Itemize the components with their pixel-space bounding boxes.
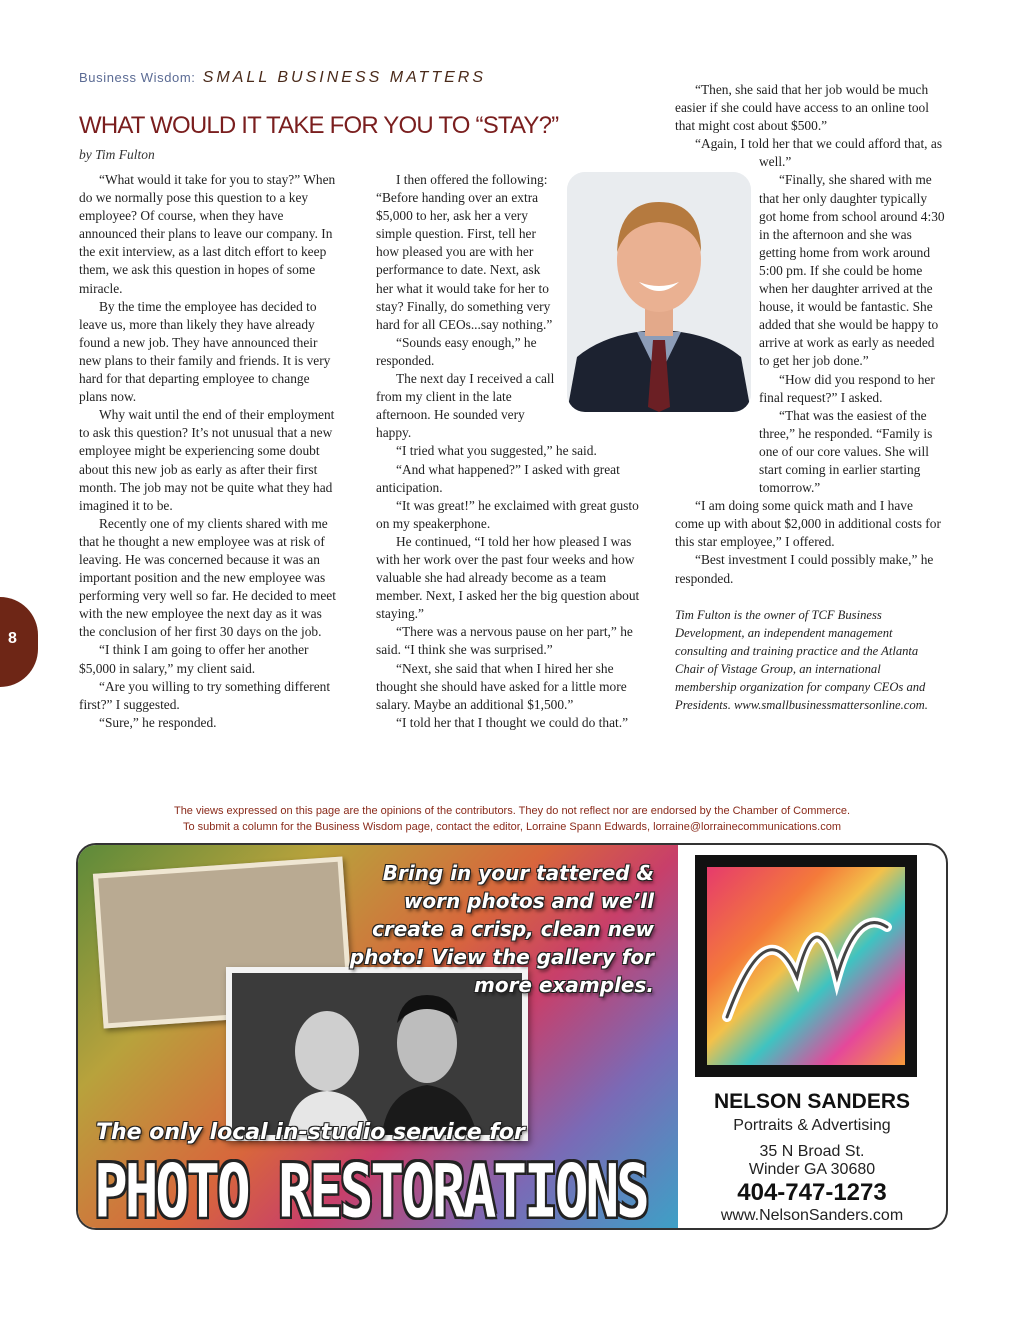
paragraph: “I told her that I thought we could do that.” (396, 714, 629, 730)
disclaimer (79, 803, 945, 835)
section-kicker (79, 69, 486, 87)
ad-service-line: The only local in-studio service for (96, 1120, 525, 1145)
paragraph: “I think I am going to offer her another $5,000 in salary,” my client said. (79, 642, 309, 676)
paragraph: “I tried what you suggested,” he said. (396, 443, 597, 459)
address-line-1: 35 N Broad St. (759, 1143, 865, 1160)
paragraph: “Best investment I could possibly make,” he responded. (675, 552, 934, 586)
paragraph: I then offered the following: “Before handing over an extra $5,000 to her, ask her a very simple question. First, tell her how pleased you are with her performance to date. Next, ask her what it would take for her to stay? Finally, do something very hard for all CEOs...say nothing.” (376, 172, 553, 332)
paragraph: “Next, she said that when I hired her she thought she should have asked for a little more salary. Maybe an additional $1,500.” (376, 660, 627, 712)
kicker-label: Business Wisdom: (79, 70, 196, 85)
paragraph: “How did you respond to her final request?” I asked. (759, 371, 935, 405)
paragraph: “I am doing some quick math and I have come up with about $2,000 in additional costs for this star employee,” I offered. (675, 498, 941, 550)
paragraph: By the time the employee has decided to leave us, more than likely they have already found a new job. They have announced their new plans to their family and friends. It is very hard for that departing employee to change plans now. (79, 298, 331, 405)
paragraph: “Finally, she shared with me that her only daughter typically got home from school around 4:30 in the afternoon and she was getting home from work around 5:00 pm. If she could be home when her daughter arrived at the house, it would be fantastic. She added that she would be happy to arrive at work as early as needed to get her job done.” (759, 172, 945, 369)
ad-contact-panel (678, 845, 946, 1228)
article-headline: WHAT WOULD IT TAKE FOR YOU TO “STAY?” (79, 112, 559, 139)
article-column-1 (79, 171, 341, 732)
paragraph: “And what happened?” I asked with great anticipation. (376, 461, 620, 495)
paragraph: “That was the easiest of the three,” he responded. “Family is one of our core values. She will start coming in earlier starting tomorrow.” (759, 407, 933, 496)
address-line-2: Winder GA 30680 (748, 1161, 876, 1178)
ad-image-panel (78, 845, 678, 1228)
disclaimer-line-2: To submit a column for the Business Wisdom page, contact the editor, Lorraine Spann Edwards, lorraine@lorrainecommunications.com (182, 821, 842, 833)
business-name: NELSON SANDERS (713, 1090, 911, 1113)
paragraph: The next day I received a call from my client in the late afternoon. He sounded very happy. (376, 371, 555, 441)
kicker-subtitle: SMALL BUSINESS MATTERS (202, 69, 486, 86)
paragraph: Recently one of my clients shared with me that he thought a new employee was at risk of leaving. He was concerned because it was an important position and the new employee was performing very well so far. He decided to meet with the new employee the next day as it was the conclusion of her first 30 days on the job. (79, 515, 336, 640)
page-number: 8 (8, 630, 17, 647)
paragraph: “There was a nervous pause on her part,” he said. “I think she was surprised.” (376, 624, 633, 658)
byline: by Tim Fulton (79, 147, 155, 162)
business-tagline: Portraits & Advertising (733, 1117, 891, 1134)
paragraph: “Are you willing to try something different first?” I suggested. (79, 678, 331, 712)
website-link[interactable]: www.NelsonSanders.com (720, 1207, 904, 1224)
page-number-tab (0, 597, 38, 687)
advertisement (76, 843, 948, 1230)
ad-big-text: PHOTO RESTORATIONS (94, 1150, 647, 1230)
paragraph: He continued, “I told her how pleased I was with her work over the past four weeks and how valuable she had already become as a team member. Next, I asked her the big question about staying.” (376, 533, 640, 622)
paragraph: “What would it take for you to stay?” When do we normally pose this question to a key employee? Of course, when they have announced their plans to leave our company. In the exit interview, as a last ditch effort to keep them, we ask this question in hopes of some miracle. (79, 172, 336, 296)
disclaimer-line-1: The views expressed on this page are the opinions of the contributors. They do not reflect nor are endorsed by the Chamber of Commerce. (173, 805, 851, 817)
paragraph: Why wait until the end of their employment to ask this question? It’s not unusual that a new employee might be experiencing some doubt about this new job as early as after their first month. The job may not be quite what they had imagined it to be. (79, 407, 335, 513)
paragraph: “Sure,” he responded. (99, 714, 217, 730)
author-bio: Tim Fulton is the owner of TCF Business Development, an independent management consulting and training practice and the Atlanta Chair of Vistage Group, an international membership organization for company CEOs and Presidents. www.smallbusinessmattersonline.com. (675, 607, 928, 713)
paragraph: “Again, I told her that we could afford that, as well.” (695, 136, 943, 170)
paragraph: “Sounds easy enough,” he responded. (376, 334, 537, 368)
phone-number: 404-747-1273 (737, 1179, 887, 1206)
author-photo (567, 172, 751, 412)
paragraph: “It was great!” he exclaimed with great gusto on my speakerphone. (376, 497, 639, 531)
paragraph: “Then, she said that her job would be much easier if she could have access to an online tool that might cost about $500.” (675, 82, 929, 134)
ad-headline: Bring in your tattered & worn photos and we’ll create a crisp, clean new photo! View the gallery for more examples. (349, 861, 654, 997)
